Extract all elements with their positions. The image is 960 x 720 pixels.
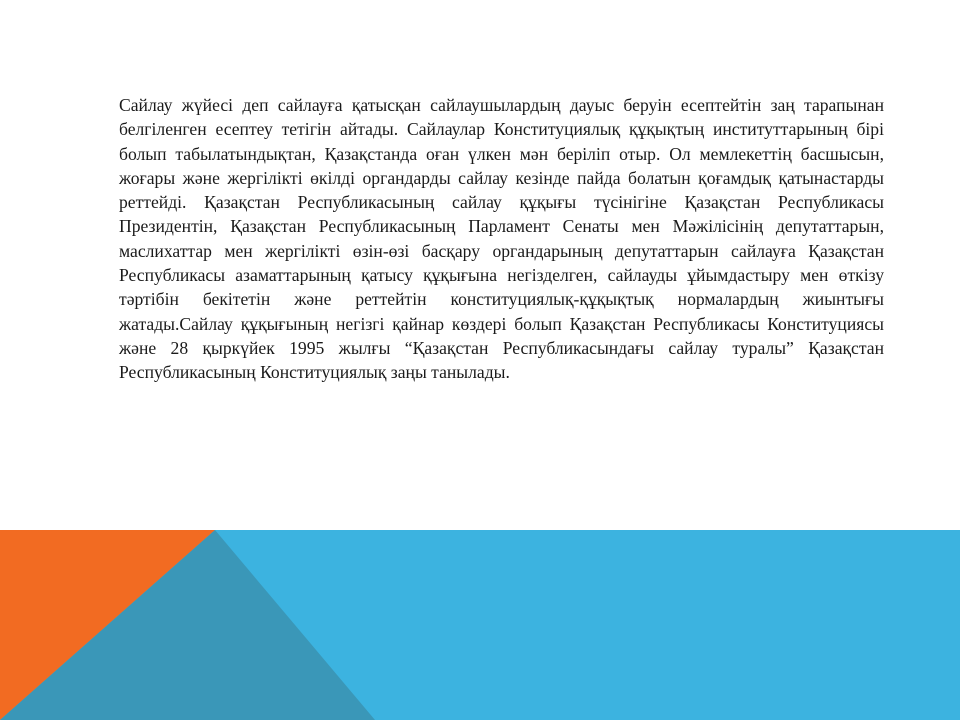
body-paragraph: Сайлау жүйесі деп сайлауға қатысқан сайлаушылардың дауыс беруін есептейтін заң тарапынан белгіленген есептеу тетігін айтады. Сайлаулар Конституциялық құқықтың институттарының бірі болып табылатындықтан, Қазақстанда оған үлкен мән беріліп отыр. Ол мемлекеттің басшысын, жоғары және жергілікті өкілді органдарды сайлау кезінде пайда болатын қоғамдық қатынастарды реттейді. Қазақстан Республикасының сайлау құқығы түсінігіне Қазақстан Республикасы Президентін, Қазақстан Республикасының Парламент Сенаты мен Мәжілісінің депутаттарын, маслихаттар мен жергілікті өзін-өзі басқару органдарының депутаттарын сайлауға Қазақстан Республикасы азаматтарының қатысу құқығына негізделген, сайлауды ұйымдастыру мен өткізу тәртібін бекітетін және реттейтін конституциялық-құқықтық нормалардың жиынтығы жатады.Сайлау құқығының негізгі қайнар көздері болып Қазақстан Республикасы Конституциясы және 28 қыркүйек 1995 жылғы “Қазақстан Республикасындағы сайлау туралы” Қазақстан Республикасының Конституциялық заңы танылады. <box>119 95 884 383</box>
